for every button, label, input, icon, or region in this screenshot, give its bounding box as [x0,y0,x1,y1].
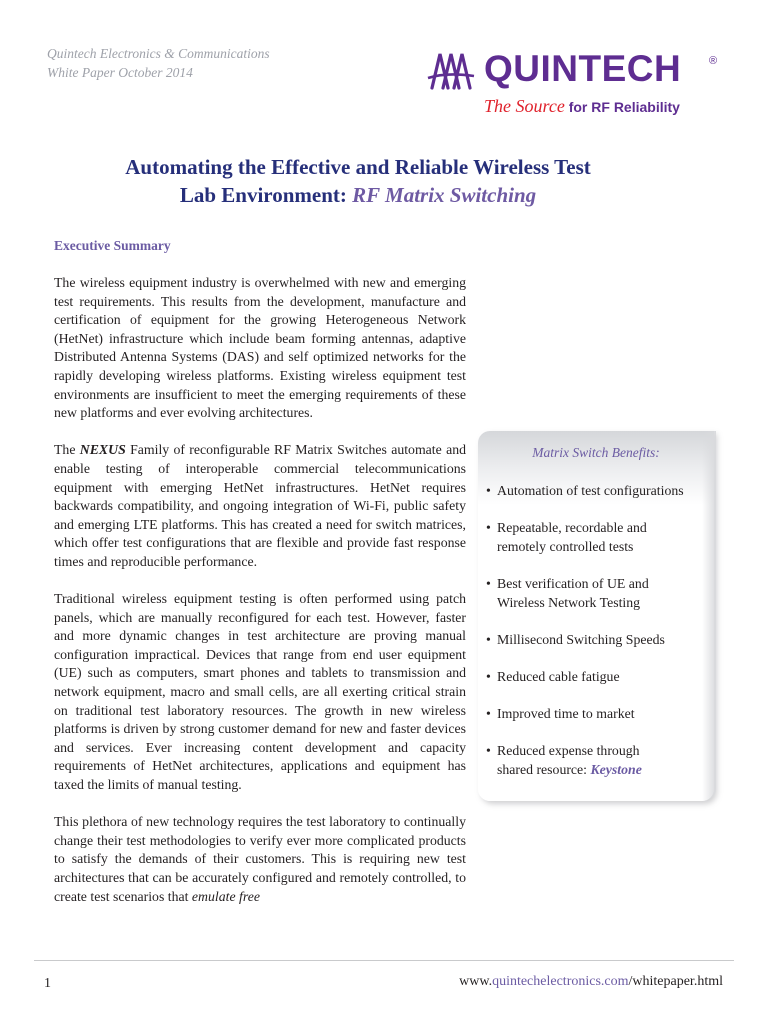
tagline-rest: for RF Reliability [564,99,680,115]
keystone-name: Keystone [590,762,642,777]
benefit-text: Reduced expense through [497,743,640,758]
benefits-sidebar [478,431,714,801]
benefit-item [486,630,710,649]
quintech-logo [426,46,726,122]
document-header [47,44,270,82]
tagline-script: The Source [484,96,565,116]
benefit-item [486,574,710,612]
bullet: • [486,743,491,758]
footer-divider [34,960,734,961]
document-title [0,153,716,209]
benefit-item [486,741,710,779]
benefit-text: Best verification of UE and [497,576,649,591]
title-line-2-plain: Lab Environment: [179,183,353,207]
quintech-emblem-icon [426,48,484,92]
benefit-text: Millisecond Switching Speeds [497,632,665,647]
page-number: 1 [44,976,51,991]
bullet: • [486,576,491,591]
title-line-2 [0,181,716,209]
benefit-text-cont: remotely controlled tests [497,539,634,554]
paragraph-3: Traditional wireless equipment testing is often performed using patch panels, which are manually reconfigured for each test. However, faster and more dynamic changes in test architecture are proving manual configuration impractical. Devices that range from end user equipment (UE) such as computers, smart phones and tablets to transmission and network equipment, macro and small cells, are all exerting critical strain on traditional test laboratory resources. The growth in new wireless platforms is driven by strong customer demand for new and faster devices and services. Ever increasing content development and capacity requirements of HetNet architectures, applications and equipment has taxed the limits of manual testing. [54,591,466,793]
benefit-text-cont: Wireless Network Testing [497,595,641,610]
paragraph-2-pre: The [54,442,80,458]
registered-mark: ® [709,55,718,67]
paragraph-4-pre: This plethora of new technology requires the test laboratory to continually change their test methodologies to verify ever more complicated products to satisfy the demands of their customers. This is requiring new test architectures that can be accurately configured and remotely controlled, to create test scenarios that [54,814,466,904]
benefit-item [486,518,710,556]
bullet: • [486,483,491,498]
bullet: • [486,706,491,721]
logo-tagline [484,96,680,117]
benefit-text-cont-plain: shared resource: [497,762,591,777]
paragraph-1: The wireless equipment industry is overwhelmed with new and emerging test requirements. This results from the development, manufacture and certification of equipment for the growing Heterogeneous Network (HetNet) infrastructure which include beam forming antennas, adaptive Distributed Antenna Systems (DAS) and self optimized networks for the rapidly developing wireless platforms. Existing wireless equipment test environments are insufficient to meet the emerging requirements of these new platforms and ever evolving architectures. [54,275,466,421]
benefit-text: Repeatable, recordable and [497,520,647,535]
paper-date: White Paper October 2014 [47,65,193,80]
url-path: /whitepaper.html [628,974,723,989]
paragraph-2-post: Family of reconfigurable RF Matrix Switches automate and enable testing of interoperable commercial telecommunications equipment with emerging HetNet infrastructures. HetNet requires backwards compatibility, and ongoing integration of Wi-Fi, public safety and emerging LTE platforms. This has created a need for switch matrices, which offer test configurations that are flexible and provide fast response times and reproducible performance. [54,442,466,569]
benefit-text: Automation of test configurations [497,483,684,498]
logo-wordmark: QUINTECH [484,48,682,89]
nexus-name: NEXUS [79,442,126,458]
benefit-item [486,481,710,500]
paragraph-4 [54,813,466,906]
title-line-1: Automating the Effective and Reliable Wireless Test [125,155,591,179]
benefit-item [486,667,710,686]
body-text [54,274,466,925]
benefit-text: Improved time to market [497,706,635,721]
paragraph-2 [54,441,466,571]
benefit-text: Reduced cable fatigue [497,669,620,684]
title-line-2-italic: RF Matrix Switching [352,183,537,207]
url-prefix: www. [459,974,493,989]
url-domain: quintechelectronics.com [492,974,629,989]
bullet: • [486,669,491,684]
company-name: Quintech Electronics & Communications [47,46,270,61]
bullet: • [486,520,491,535]
sidebar-title: Matrix Switch Benefits: [532,445,660,460]
section-title: Executive Summary [54,238,171,253]
benefit-text-cont [486,760,710,779]
paragraph-4-italic: emulate free [191,888,260,904]
benefit-item [486,704,710,723]
footer-url-link[interactable] [459,974,723,990]
bullet: • [486,632,491,647]
